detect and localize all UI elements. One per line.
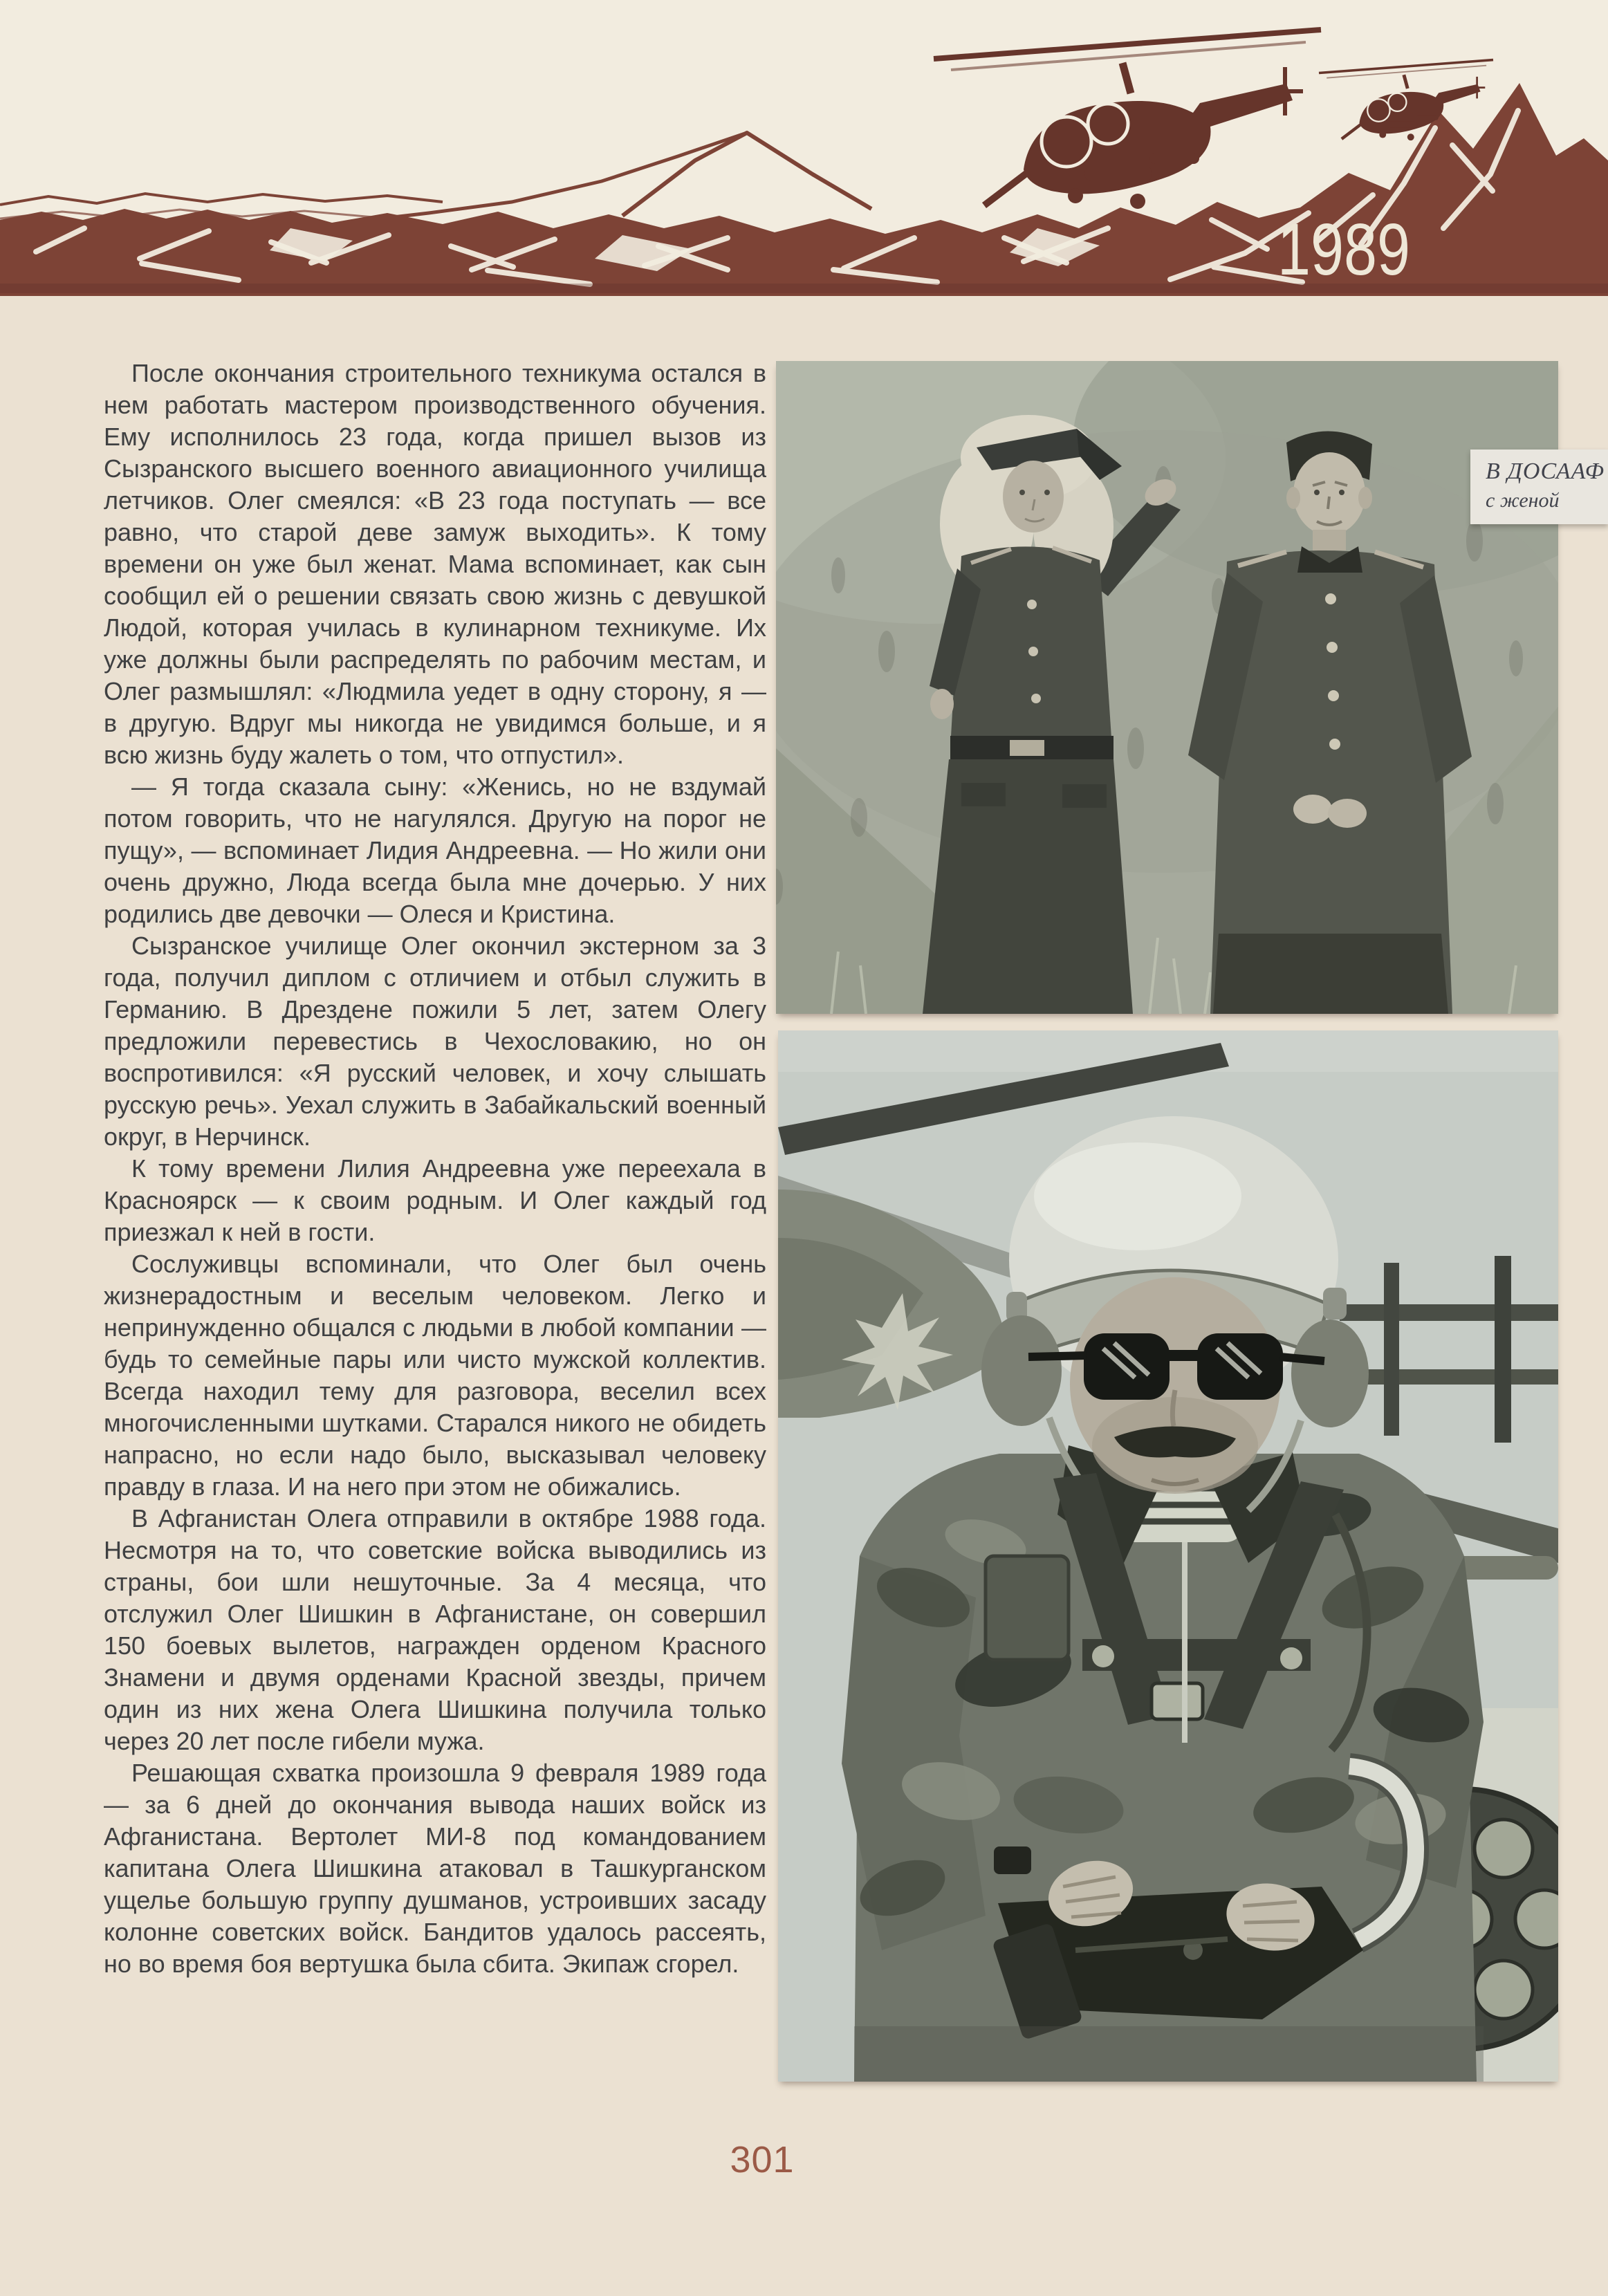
photo-caption-label — [1470, 450, 1608, 524]
photo-pilot — [778, 1030, 1558, 2082]
caption-line: В ДОСААФ — [1486, 459, 1605, 484]
header-illustration — [0, 0, 1608, 296]
photo-couple-image — [776, 361, 1558, 1014]
photo-pilot-image — [778, 1030, 1558, 2082]
article-paragraph: К тому времени Лилия Андреевна уже переехала в Красноярск — к своим родным. И Олег каждый год приезжал к ней в гости. — [104, 1154, 766, 1246]
article-column — [104, 358, 766, 1980]
article-paragraph: Решающая схватка произошла 9 февраля 1989 года — за 6 дней до окончания вывода наших войск из Афганистана. Вертолет МИ-8 под командованием капитана Олега Шишкина атаковал в Ташкурганском ущелье большую группу душманов, устроивших засаду колонне советских войск. Бандитов удалось рассеять, но во время боя вертушка была сбита. Экипаж сгорел. — [104, 1759, 766, 1978]
article-paragraph: Сызранское училище Олег окончил экстерном за 3 года, получил диплом с отличием и отбыл служить в Германию. В Дрездене пожили 5 лет, затем Олегу предложили перевестись в Чехословакию, но он воспротивился: «Я русский человек, и хочу слышать русскую речь». Уехал служить в Забайкальский военный округ, в Нерчинск. — [104, 932, 766, 1151]
photo-couple — [776, 361, 1558, 1014]
article-paragraph: Сослуживцы вспоминали, что Олег был очень жизнерадостным и веселым человеком. Легко и непринужденно общался с людьми в любой компании — будь то семейные пары или чисто мужской коллектив. Всегда находил тему для разговора, веселил всех многочисленными шутками. Старался никого не обидеть напрасно, но если надо было, высказывал человеку правду в глаза. И на него при этом не обижались. — [104, 1250, 766, 1501]
article-paragraph: В Афганистан Олега отправили в октябре 1988 года. Несмотря на то, что советские войска выводились из страны, бои шли нешуточные. За 4 месяца, что отслужил Олег Шишкин в Афганистане, он совершил 150 боевых вылетов, награжден орденом Красного Знамени и двумя орденами Красной звезды, причем один из них жена Олега Шишкина получила только через 20 лет после гибели мужа. — [104, 1504, 766, 1755]
year-label: 1989 — [1277, 209, 1410, 290]
article-paragraph: — Я тогда сказала сыну: «Женись, но не вздумай потом говорить, что не нагулялся. Другую на порог не пущу», — вспоминает Лидия Андреевна. — Но жили они очень дружно, Люда всегда была мне дочерью. У них родились две девочки — Олеся и Кристина. — [104, 772, 766, 928]
article-paragraph: После окончания строительного техникума остался в нем работать мастером производственного обучения. Ему исполнилось 23 года, когда пришел вызов из Сызранского высшего военного авиационного училища летчиков. Олег смеялся: «В 23 года поступать — все равно, что старой деве замуж выходить». К тому времени он уже был женат. Мама вспоминает, как сын сообщил ей о решении связать свою жизнь с девушкой Людой, которая училась в кулинарном техникуме. Их уже должны были распределять по рабочим местам, и Олег размышлял: «Людмила уедет в одну сторону, я — в другую. Вдруг мы никогда не увидимся больше, и я всю жизнь буду жалеть о том, что отпустил». — [104, 359, 766, 769]
wrist-watch — [994, 1846, 1031, 1874]
page-number: 301 — [730, 2139, 795, 2181]
caption-line: с женой — [1486, 489, 1560, 512]
